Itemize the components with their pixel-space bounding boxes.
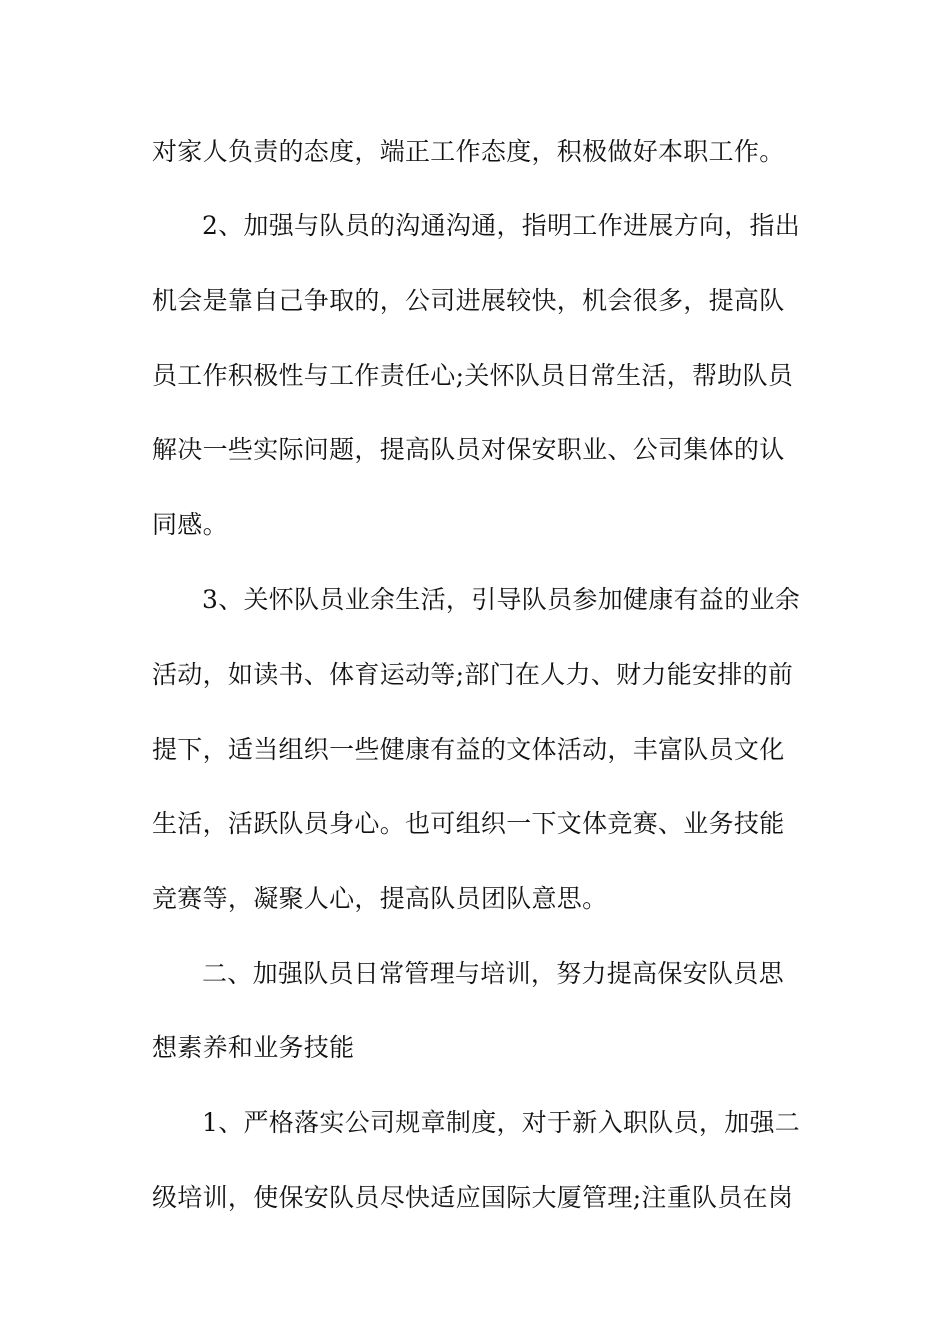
paragraph-start-line: 2、加强与队员的沟通沟通，指明工作进展方向，指出 (202, 211, 801, 240)
text-line: 提下，适当组织一些健康有益的文体活动，丰富队员文化 (152, 735, 785, 764)
text-line: 级培训，使保安队员尽快适应国际大厦管理;注重队员在岗 (152, 1183, 794, 1212)
text-line: 活动，如读书、体育运动等;部门在人力、财力能安排的前 (152, 660, 794, 689)
paragraph-start-line: 3、关怀队员业余生活，引导队员参加健康有益的业余 (202, 585, 801, 614)
section-heading-line: 二、加强队员日常管理与培训，努力提高保安队员思 (202, 959, 784, 988)
text-line: 员工作积极性与工作责任心;关怀队员日常生活，帮助队员 (152, 361, 794, 390)
section-heading-line: 想素养和业务技能 (152, 1033, 355, 1062)
text-line: 对家人负责的态度，端正工作态度，积极做好本职工作。 (152, 137, 785, 166)
text-line: 机会是靠自己争取的，公司进展较快，机会很多，提高队 (152, 286, 785, 315)
text-line: 解决一些实际问题，提高队员对保安职业、公司集体的认 (152, 435, 785, 464)
text-line: 生活，活跃队员身心。也可组织一下文体竞赛、业务技能 (152, 809, 785, 838)
paragraph-start-line: 1、严格落实公司规章制度，对于新入职队员，加强二 (202, 1108, 801, 1137)
text-line: 同感。 (152, 510, 228, 539)
text-line: 竞赛等，凝聚人心，提高队员团队意思。 (152, 884, 608, 913)
